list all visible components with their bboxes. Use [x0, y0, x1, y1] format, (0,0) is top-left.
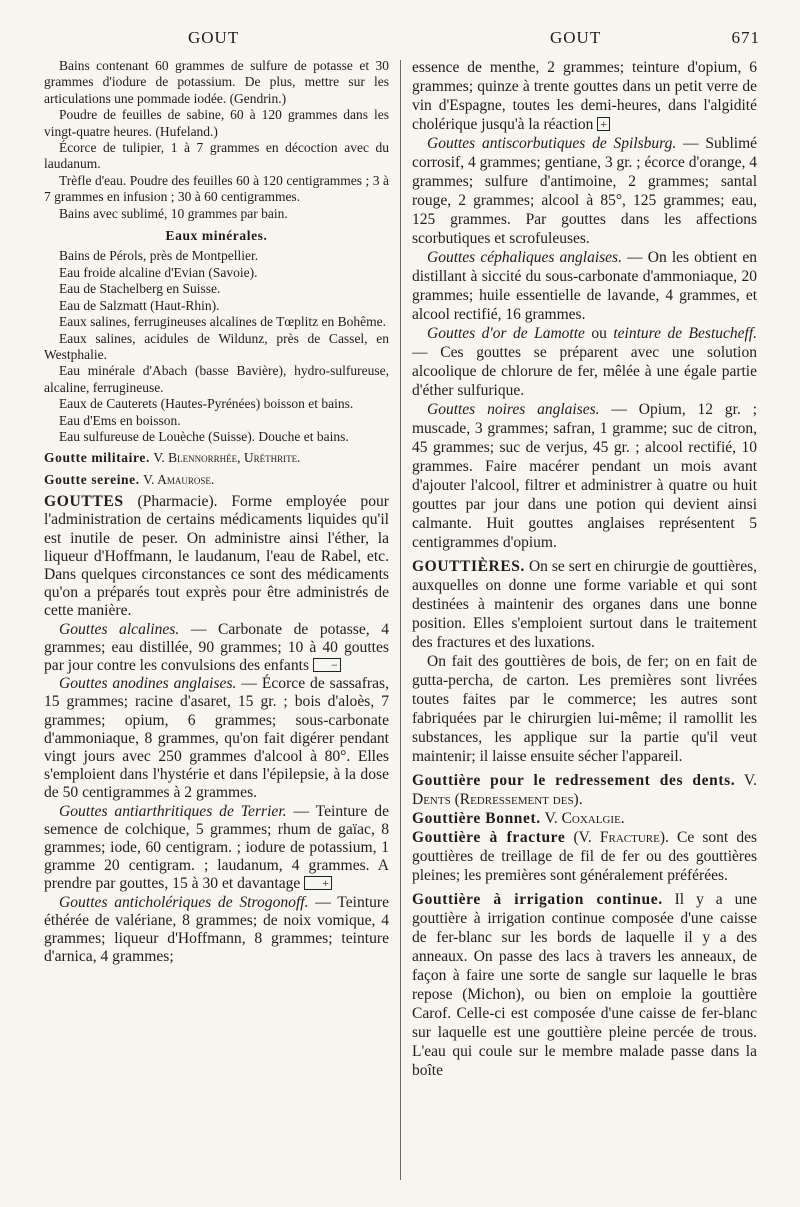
entry-term: Goutte militaire.: [44, 450, 150, 466]
paragraph: Écorce de tulipier, 1 à 7 grammes en décoction avec du laudanum.: [44, 140, 389, 172]
entry-term: Gouttière à fracture: [412, 829, 566, 846]
list-item: Eaux salines, acidules de Wildunz, près de Cassel, en Westphalie.: [44, 330, 389, 362]
header-left-word: GOUT: [188, 28, 240, 47]
small-type-block: [44, 58, 389, 445]
list-item: Eau d'Ems en boisson.: [59, 412, 181, 428]
entry-text: — Carbonate de potasse, 4 grammes; eau distillée, 90 grammes; 10 à 40 gouttes par jour contre les convulsions des enfants: [44, 620, 389, 674]
minus-box-symbol: −: [313, 658, 341, 672]
entry-gouttes: [44, 493, 389, 620]
list-item: Eau de Stachelberg en Suisse.: [59, 281, 221, 297]
entry-text: (Pharmacie). Forme employée pour l'administration de certains médicaments liquides qu'il est inutile de peser. On administre ainsi l'éther, la liqueur d'Hoffmann, le laudanum, l'eau de Rabel, etc. Dans quelques circonstances ce sont des médicaments qu'on a préparés tout exprès pour être administrés de cette manière.: [44, 493, 389, 620]
entry-reference: V. Dents (Redressement des).: [412, 772, 757, 808]
list-item: Eau sulfureuse de Louèche (Suisse). Douche et bains.: [59, 428, 349, 444]
entry: [412, 890, 757, 1080]
list-item: Eau minérale d'Abach (basse Bavière), hydro-sulfureuse, alcaline, ferrugineuse.: [44, 363, 389, 395]
entry: [44, 675, 389, 802]
running-header: [40, 28, 760, 50]
paragraph: On fait des gouttières de bois, de fer; on en fait de gutta-percha, de carton. Les premières sont livrées toutes faites par le commerce; les autres sont fabriquées par le chirurgien lui-même; il ramollit les substances, les applique sur la partie qu'il veut maintenir; il laisse ensuite sécher l'appareil.: [412, 653, 757, 765]
entry-title: Gouttes anodines anglaises.: [59, 675, 237, 693]
paragraph: Bains contenant 60 grammes de sulfure de potasse et 30 grammes d'iodure de potassium. De plus, mettre sur les articulations une pommade iodée. (Gendrin.): [44, 58, 389, 106]
entry-title: Gouttes d'or de Lamotte: [427, 325, 585, 342]
left-column: [44, 58, 389, 966]
cross-references: [44, 450, 389, 488]
entry: [44, 621, 389, 676]
entry-title: Gouttes antiscorbutiques de Spilsburg.: [427, 135, 677, 152]
plus-box-symbol: +: [597, 117, 610, 131]
entry-reference: (V. Fracture).: [573, 829, 669, 846]
right-column: [412, 58, 757, 1080]
entry: [44, 894, 389, 967]
entry-reference: V. Amaurose.: [143, 471, 215, 487]
entry-title: Gouttes noires anglaises.: [427, 401, 600, 418]
entry-text: — Opium, 12 gr. ; muscade, 3 grammes; safran, 1 gramme; suc de citron, 45 grammes; suc de verjus, 45 gr. ; alcool rectifié, 10 grammes. Faire macérer pendant un mois avant d'ajouter l'alcool, filtrer et administrer à quatre ou huit gouttes par jour dans une potion qui devient ainsi calmante. Huit gouttes anglaises représentent 5 centigrammes d'opium.: [412, 401, 758, 551]
paragraph: Poudre de feuilles de sabine, 60 à 120 grammes dans les vingt-quatre heures. (Hufeland.): [44, 107, 389, 139]
entry-title: Gouttes alcalines.: [59, 620, 180, 638]
entry-term: GOUTTIÈRES.: [412, 558, 525, 575]
entry: [412, 771, 757, 809]
entry-title: Gouttes anticholériques de Strogonoff.: [59, 893, 309, 911]
entry-title: Gouttes antiarthritiques de Terrier.: [59, 802, 287, 820]
entry: [412, 809, 757, 828]
entry-text: Ce sont des gouttières de treillage de fil de fer ou des gouttières pleines; les premières sont généralement préférées.: [412, 829, 758, 884]
list-item: Eaux de Cauterets (Hautes-Pyrénées) boisson et bains.: [59, 396, 354, 412]
entry: [412, 248, 757, 324]
entry-text: — Écorce de sassafras, 15 grammes; racine d'asaret, 15 gr. ; bois d'aloès, 7 grammes; opium, 6 grammes; sous-carbonate d'ammoniaque, 8 grammes, qu'on fait digérer pendant vingt jours avec 250 grammes d'alcool à 80°. Elles s'emploient dans l'hystérie et dans l'épilepsie, à la dose de 50 centigrammes à 2 grammes.: [44, 675, 389, 802]
entry: [44, 803, 389, 894]
entry: [412, 828, 757, 885]
entry-gouttieres: [412, 557, 757, 652]
entry-text: — Teinture éthérée de valériane, 8 grammes; de noix vomique, 4 grammes; liqueur d'Hoffmann, 8 grammes; teinture d'arnica, 4 grammes;: [44, 893, 389, 966]
entry: [412, 324, 757, 400]
page-number: 671: [731, 28, 760, 47]
header-right-word: GOUT: [550, 28, 602, 47]
entry-reference: V. Coxalgie.: [544, 810, 625, 827]
entry-conjunction: ou: [591, 325, 607, 342]
entry-text: Il y a une gouttière à irrigation continue composée d'une caisse de fer-blanc sur les bords de laquelle il y a des anneaux. On passe des lacs à travers les anneaux, de façon à faire une sorte de sangle sur laquelle le bras repose (Michon), ou bien on emploie la gouttière Carof. Celle-ci est composée d'une caisse de fer-blanc sur laquelle est une gouttière pleine percée de trous. L'eau qui coule sur le membre malade passe dans la boîte: [412, 891, 757, 1079]
entry-text: essence de menthe, 2 grammes; teinture d'opium, 6 grammes; quinze à trente gouttes dans un petit verre de vin d'Espagne, toutes les demi-heures, dans l'algidité cholérique jusqu'à la réaction: [412, 59, 757, 133]
list-item: Eau froide alcaline d'Evian (Savoie).: [59, 264, 258, 280]
large-type-block: [44, 493, 389, 966]
section-heading: Eaux minérales.: [165, 228, 268, 244]
plus-box-symbol: +: [304, 876, 332, 890]
entry-reference: V. Blennorrhée, Uréthrite.: [153, 450, 301, 466]
entry-term: Gouttière Bonnet.: [412, 810, 541, 827]
entry: [44, 450, 389, 466]
entry: [412, 134, 757, 248]
list-item: Eau de Salzmatt (Haut-Rhin).: [59, 297, 220, 313]
list-item: Bains de Pérols, près de Montpellier.: [59, 248, 259, 264]
paragraph: Trèfle d'eau. Poudre des feuilles 60 à 120 centigrammes ; 3 à 7 grammes en infusion ; 30 à 60 centigrammes.: [44, 172, 389, 205]
list-item: Eaux salines, ferrugineuses alcalines de Tœplitz en Bohême.: [59, 314, 387, 330]
entry: [44, 472, 389, 488]
entry-text: — On les obtient en distillant à siccité du sous-carbonate d'ammoniaque, 20 grammes; huile essentielle de lavande, 4 grammes, et alcool rectifié, 16 grammes.: [412, 249, 758, 323]
continued-paragraph: [412, 58, 757, 134]
entry-term: Gouttière à irrigation continue.: [412, 891, 663, 908]
entry-title: Gouttes céphaliques anglaises.: [427, 249, 622, 266]
entry-text: — Ces gouttes se préparent avec une solution alcoolique de chlorure de fer, mêlée à une égale partie d'éther sulfurique.: [412, 344, 757, 399]
paragraph: Bains avec sublimé, 10 grammes par bain.: [59, 205, 288, 221]
entry-term: Goutte sereine.: [44, 471, 140, 487]
entry-text: — Sublimé corrosif, 4 grammes; gentiane, 3 gr. ; écorce d'orange, 4 grammes; sulfure d'antimoine, 2 grammes; santal rouge, 2 grammes; alcool à 85°, 125 grammes; eau, 125 grammes. Par gouttes dans les affections scorbutiques et scrofuleuses.: [412, 135, 758, 247]
entry-text: On se sert en chirurgie de gouttières, auxquelles on donne une forme variable et qui sont destinées à maintenir des organes dans une bonne position. Elles s'emploient surtout dans le traitement des fractures et des luxations.: [412, 558, 757, 651]
entry: [412, 400, 757, 552]
column-divider: [400, 60, 401, 1180]
entry-term: Gouttière pour le redressement des dents.: [412, 772, 736, 789]
entry-term: GOUTTES: [44, 493, 124, 511]
entry-title-alt: teinture de Bestucheff.: [613, 325, 757, 342]
entry-text: — Teinture de semence de colchique, 5 grammes; rhum de gaïac, 8 grammes; iode, 60 centigram. ; iodure de potassium, 1 gramme 20 centigram. ; laudanum, 4 grammes. A prendre par gouttes, 15 à 30 et davantage: [44, 802, 389, 893]
